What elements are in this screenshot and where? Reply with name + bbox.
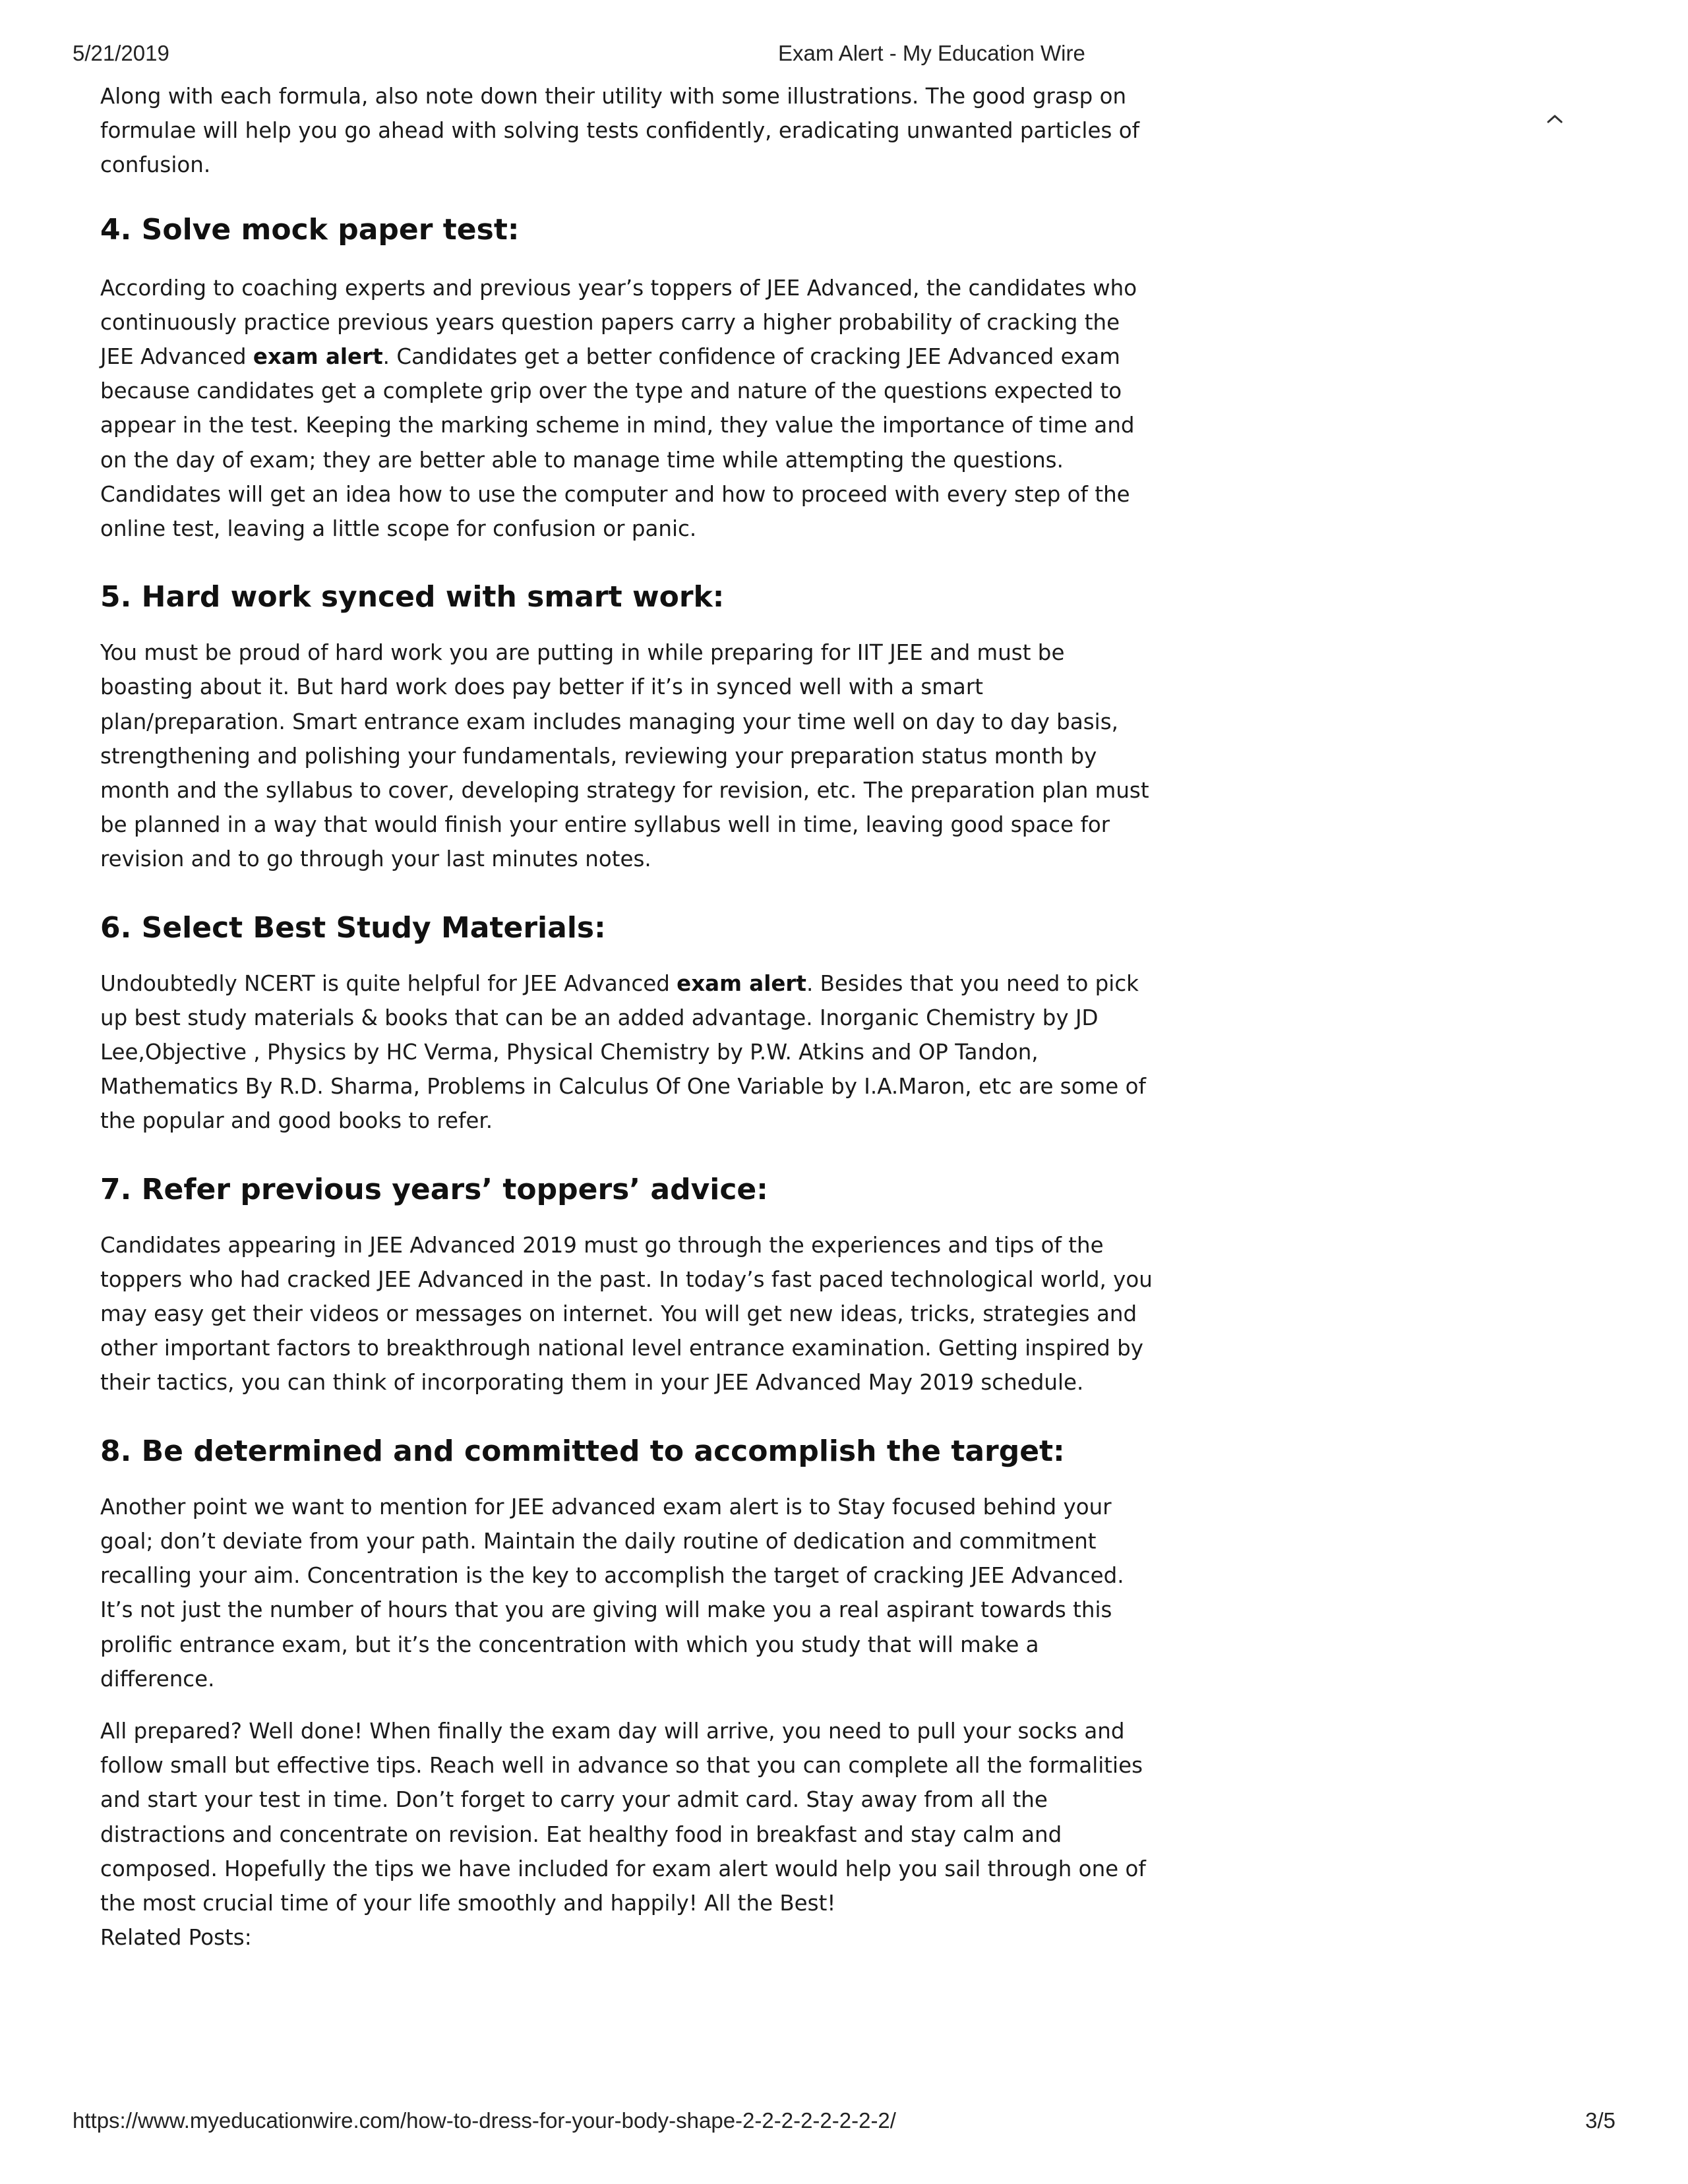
print-header [0, 41, 1688, 70]
section-body-toppers-advice: Candidates appearing in JEE Advanced 2019 must go through the experiences and tips of the toppers who had cracked JEE Advanced in the past. In today’s fast paced technological world, you may easy get their videos or messages on internet. You will get new ideas, tricks, strategies and other important factors to breakthrough national level entrance examination. Getting inspired by their tactics, you can think of incorporating them in your JEE Advanced May 2019 schedule. [100, 1232, 1153, 1396]
closing-paragraph: All prepared? Well done! When finally the exam day will arrive, you need to pull your socks and follow small but effective tips. Reach well in advance so that you can complete all the formalities and start your test in time. Don’t forget to carry your admit card. Stay away from all the distractions and concentrate on revision. Eat healthy food in breakfast and stay calm and composed. Hopefully the tips we have included for exam alert would help you sail through one of the most crucial time of your life smoothly and happily! All the Best! [100, 1718, 1146, 1916]
body-text: . Candidates get a better confidence of cracking JEE Advanced exam because candidates get a complete grip over the type and nature of the questions expected to appear in the test. Keeping the marking scheme in mind, they value the importance of time and on the day of exam; they are better able to manage time while attempting the questions. Candidates will get an idea how to use the computer and how to proceed with every step of the online test, leaving a little scope for confusion or panic. [100, 344, 1135, 542]
print-footer [0, 2108, 1688, 2137]
print-date: 5/21/2019 [73, 41, 169, 65]
section-heading-mock-test: 4. Solve mock paper test: [100, 212, 520, 247]
article-body [100, 79, 1155, 1955]
section-body-study-materials [100, 966, 1155, 1138]
section-body-hard-work: You must be proud of hard work you are putting in while preparing for IIT JEE and must be boasting about it. But hard work does pay better if it’s in synced well with a smart plan/preparation. Smart entrance exam includes managing your time well on day to day basis, strengthening and polishing your fundamentals, reviewing your preparation status month by month and the syllabus to cover, developing strategy for revision, etc. The preparation plan must be planned in a way that would finish your entire syllabus well in time, leaving good space for revision and to go through your last minutes notes. [100, 640, 1149, 872]
section-heading-determined: 8. Be determined and committed to accomplish the target: [100, 1434, 1065, 1468]
body-text: According to coaching experts and previous year’s toppers of JEE Advanced, the candidates who continuously practice previous years question papers carry a higher probability of cracking the JEE Advanced [100, 275, 1137, 370]
section-heading-hard-work: 5. Hard work synced with smart work: [100, 580, 725, 614]
body-text: . Besides that you need to pick up best study materials & books that can be an added advantage. Inorganic Chemistry by JD Lee,Objective , Physics by HC Verma, Physical Chemistry by P.W. Atkins and OP Tandon, Mathematics By R.D. Sharma, Problems in Calculus Of One Variable by I.A.Maron, etc are some of the popular and good books to refer. [100, 970, 1146, 1134]
section-body-determined: Another point we want to mention for JEE advanced exam alert is to Stay focused behind your goal; don’t deviate from your path. Maintain the daily routine of dedication and commitment recalling your aim. Concentration is the key to accomplish the target of cracking JEE Advanced. It’s not just the number of hours that you are giving will make you a real aspirant towards this prolific entrance exam, but it’s the concentration with which you study that will make a difference. [100, 1494, 1124, 1692]
scroll-to-top-button[interactable] [1540, 104, 1569, 133]
section-body-mock-test [100, 271, 1155, 546]
print-page-title: Exam Alert - My Education Wire [778, 41, 1085, 65]
keyword-exam-alert: exam alert [253, 344, 383, 370]
section-heading-toppers-advice: 7. Refer previous years’ toppers’ advice: [100, 1172, 768, 1206]
section-heading-study-materials: 6. Select Best Study Materials: [100, 910, 606, 945]
page-number: 3/5 [1585, 2108, 1615, 2133]
keyword-exam-alert: exam alert [677, 970, 806, 996]
print-url: https://www.myeducationwire.com/how-to-dress-for-your-body-shape-2-2-2-2-2-2-2-2/ [73, 2108, 896, 2133]
chevron-up-icon [1546, 113, 1563, 124]
related-posts-label: Related Posts: [100, 1925, 252, 1951]
intro-paragraph: Along with each formula, also note down their utility with some illustrations. The good grasp on formulae will help you go ahead with solving tests confidently, eradicating unwanted particles of confusion. [100, 84, 1140, 178]
body-text: Undoubtedly NCERT is quite helpful for JEE Advanced [100, 970, 677, 996]
